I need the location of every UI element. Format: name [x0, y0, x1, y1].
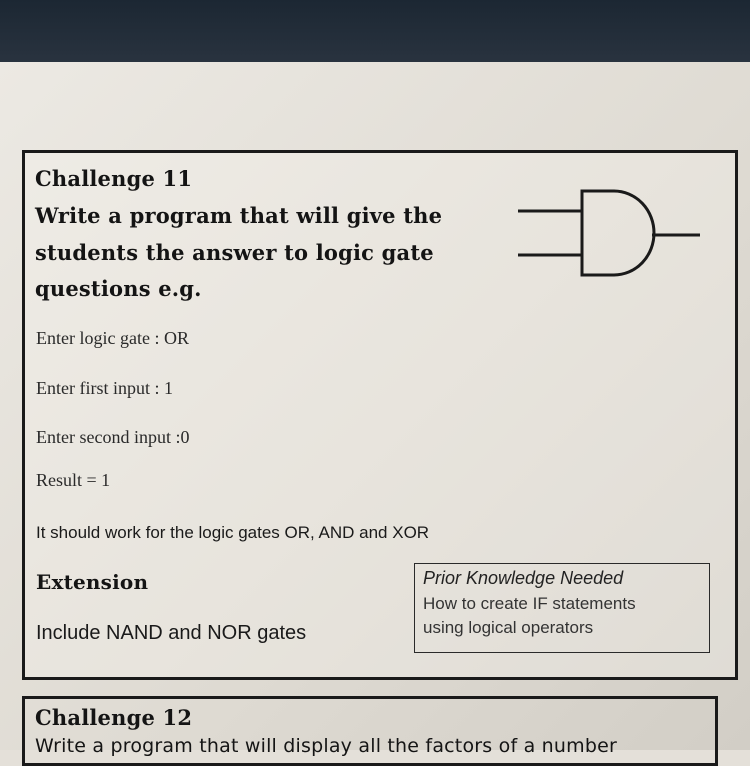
- prior-knowledge-line-1: How to create IF statements: [423, 594, 636, 613]
- challenge-12-partial-text: Write a program that will display all the factors of a number: [35, 735, 618, 757]
- extension-text: Include NAND and NOR gates: [36, 622, 307, 644]
- example-prompt-first-input: Enter first input : 1: [36, 378, 173, 398]
- challenge-11-description-line-2: students the answer to logic gate: [35, 240, 434, 265]
- screen-bezel: [0, 0, 750, 68]
- extension-heading: Extension: [36, 570, 149, 594]
- challenge-11-title: Challenge 11: [35, 166, 193, 191]
- prior-knowledge-title: Prior Knowledge Needed: [423, 568, 624, 588]
- example-prompt-second-input: Enter second input :0: [36, 427, 190, 447]
- challenge-12-title: Challenge 12: [35, 705, 193, 730]
- and-gate-icon: [510, 183, 705, 278]
- challenge-11-description-line-1: Write a program that will give the: [35, 203, 443, 228]
- logic-gates-note: It should work for the logic gates OR, AND and XOR: [36, 523, 430, 542]
- prior-knowledge-line-2: using logical operators: [423, 618, 594, 637]
- challenge-11-description-line-3: questions e.g.: [35, 276, 202, 301]
- example-prompt-result: Result = 1: [36, 470, 111, 490]
- example-prompt-logic-gate: Enter logic gate : OR: [36, 328, 189, 348]
- prior-knowledge-box: [414, 563, 710, 653]
